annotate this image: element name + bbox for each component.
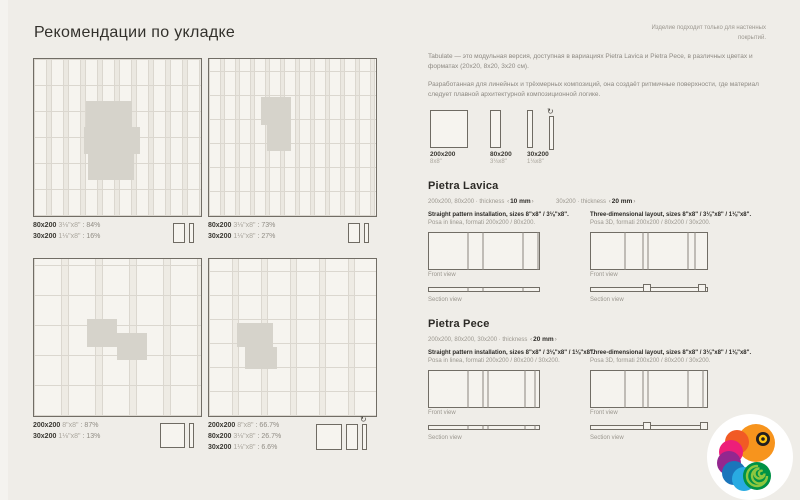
tile-30x200-icon [189, 423, 194, 448]
tile-200x200-icon [430, 110, 468, 148]
tile-pattern-diagram-1 [33, 58, 202, 217]
chameleon-logo [706, 413, 794, 500]
format-size: 200x200 [33, 422, 61, 429]
block-title: Straight pattern installation, sizes 8"x8" / 3⅛"x8" / 1⅛"x8". [428, 350, 595, 356]
accent-tile [261, 97, 291, 125]
straight-pattern-block [428, 212, 584, 303]
page-edge [0, 0, 8, 500]
disclaimer-text: Изделие подходит только для настенных покрытий. [651, 25, 766, 41]
format-share: : 73% [257, 222, 276, 229]
three-dimensional-block [590, 212, 752, 303]
accent-tile [88, 154, 134, 180]
accent-tile [117, 333, 147, 360]
diagram-1-legend [33, 220, 200, 242]
format-size: 30x200 [33, 233, 57, 241]
front-view-label: Front view [428, 272, 456, 278]
spec-formats: 30x200 · thickness [556, 199, 607, 205]
spec-thickness: 20 mm [611, 198, 633, 205]
tile-30x200-3d-icon [360, 415, 367, 450]
block-title: Three-dimensional layout, sizes 8"x8" / 3⅛"x8" / 1⅛"x8". [590, 350, 752, 356]
section-view-label: Section view [590, 435, 624, 441]
front-view-diagram [590, 370, 708, 408]
spec-thickness: 20 mm [533, 336, 554, 343]
sample-inches: 1⅛x8" [527, 159, 544, 165]
straight-pattern-block [428, 350, 595, 441]
sample-200x200 [430, 106, 468, 165]
block-subtitle: Posa in linea, formati 200x200 / 80x200 / 30x200. [428, 358, 560, 364]
front-view-diagram [590, 232, 708, 270]
format-icons [160, 423, 194, 448]
section-view-label: Section view [590, 297, 624, 303]
front-view-diagram [428, 370, 540, 408]
format-size: 80x200 [208, 433, 232, 441]
chevron-left-icon: ‹ [507, 199, 510, 205]
section-view-label: Section view [428, 435, 462, 441]
block-subtitle: Posa 3D, formati 200x200 / 80x200 / 30x200. [590, 220, 711, 226]
format-size: 30x200 [33, 433, 57, 441]
format-inches: 3⅛"x8" [233, 222, 256, 229]
format-icons [173, 223, 194, 243]
accent-tile [86, 101, 132, 127]
chevron-right-icon: › [531, 199, 534, 205]
chevron-left-icon: ‹ [608, 199, 611, 205]
format-inches: 8"x8" [237, 422, 254, 429]
tile-80x200-icon [348, 223, 360, 243]
tile-30x200-icon [527, 110, 533, 148]
tile-pattern-diagram-2 [208, 58, 377, 217]
format-share: : 66.7% [255, 422, 280, 429]
format-inches: 8"x8" [62, 422, 79, 429]
accent-tile [87, 319, 117, 347]
format-share: : 87% [80, 422, 99, 429]
tile-80x200-icon [346, 424, 358, 450]
tile-200x200-icon [316, 424, 342, 450]
format-size: 30x200 [208, 444, 232, 452]
block-subtitle: Posa 3D, formati 200x200 / 80x200 / 30x200. [590, 358, 711, 364]
format-inches: 1⅛"x8" [58, 233, 81, 241]
section-pietra-pece [428, 318, 752, 441]
accent-tile [84, 127, 140, 154]
format-size: 80x200 [33, 222, 57, 229]
sample-size: 80x200 [490, 151, 512, 158]
chevron-left-icon: ‹ [530, 337, 533, 343]
section-view-diagram [428, 283, 540, 295]
front-view-label: Front view [428, 410, 456, 416]
sample-inches: 8x8" [430, 159, 442, 165]
sample-size: 30x200 [527, 151, 549, 158]
sample-30x200-3d [549, 106, 554, 150]
sample-inches: 3⅛x8" [490, 159, 507, 165]
sample-size: 200x200 [430, 151, 456, 158]
format-share: : 6.6% [257, 444, 278, 452]
sample-80x200 [490, 106, 512, 165]
format-size: 30x200 [208, 233, 232, 241]
sample-30x200 [527, 106, 549, 165]
spec-formats: 200x200, 80x200 · thickness [428, 199, 505, 205]
section-title: Pietra Pece [428, 318, 490, 330]
tile-30x200-icon [549, 116, 554, 150]
format-share: : 27% [257, 233, 276, 241]
page-title: Рекомендации по укладке [34, 24, 236, 41]
section-view-diagram [590, 283, 708, 295]
accent-tile [237, 323, 273, 347]
format-size: 80x200 [208, 222, 232, 229]
chevron-right-icon: › [633, 199, 636, 205]
block-title: Three-dimensional layout, sizes 8"x8" / 3⅛"x8" / 1⅛"x8". [590, 212, 752, 218]
chevron-right-icon: › [554, 337, 557, 343]
format-share: : 13% [82, 433, 101, 441]
format-icons [348, 223, 369, 243]
format-icons [316, 415, 367, 450]
accent-tile [245, 347, 277, 369]
diagram-4-legend [208, 415, 375, 454]
intro-paragraph-1: Tabulate — это модульная версия, доступная в вариациях Pietra Lavica и Pietra Pece, в различных цветах и форматах (20x20, 8x20, 3x20 см). [428, 53, 753, 71]
block-subtitle: Posa in linea, formati 200x200 / 80x200. [428, 220, 536, 226]
accent-tile [267, 125, 291, 151]
rotate-icon: ↻ [547, 107, 554, 116]
format-inches: 1⅛"x8" [233, 444, 256, 452]
front-view-label: Front view [590, 410, 618, 416]
format-share: : 16% [82, 233, 101, 241]
tile-30x200-icon [364, 223, 369, 243]
format-inches: 3⅛"x8" [58, 222, 81, 229]
format-share: : 26.7% [257, 433, 282, 441]
tile-80x200-icon [173, 223, 185, 243]
intro-text [428, 52, 766, 108]
front-view-label: Front view [590, 272, 618, 278]
tile-pattern-diagram-3 [33, 258, 202, 417]
spec-thickness: 10 mm [510, 198, 531, 205]
tile-30x200-icon [189, 223, 194, 243]
format-inches: 1⅛"x8" [233, 233, 256, 241]
tile-80x200-icon [490, 110, 501, 148]
tile-30x200-icon [362, 424, 367, 450]
thickness-spec [428, 336, 728, 343]
section-view-diagram [590, 421, 708, 433]
format-inches: 3⅛"x8" [233, 433, 256, 441]
diagram-2-legend [208, 220, 375, 242]
section-pietra-lavica [428, 180, 752, 303]
tile-pattern-diagram-4 [208, 258, 377, 417]
section-view-label: Section view [428, 297, 462, 303]
format-share: : 84% [82, 222, 101, 229]
block-title: Straight pattern installation, sizes 8"x8" / 3⅛"x8". [428, 212, 569, 218]
tile-200x200-icon [160, 423, 185, 448]
rotate-icon: ↻ [360, 415, 367, 424]
thickness-spec [428, 198, 728, 205]
front-view-diagram [428, 232, 540, 270]
diagram-3-legend [33, 420, 200, 442]
spec-formats: 200x200, 80x200, 30x200 · thickness [428, 337, 528, 343]
intro-paragraph-2: Разработанная для линейных и трёхмерных композиций, она создаёт ритмичные поверхности, где материал следует плавной архитектурной композиционной логике. [428, 80, 759, 99]
section-title: Pietra Lavica [428, 180, 499, 192]
format-size: 200x200 [208, 422, 236, 429]
format-inches: 1⅛"x8" [58, 433, 81, 441]
section-view-diagram [428, 421, 540, 433]
